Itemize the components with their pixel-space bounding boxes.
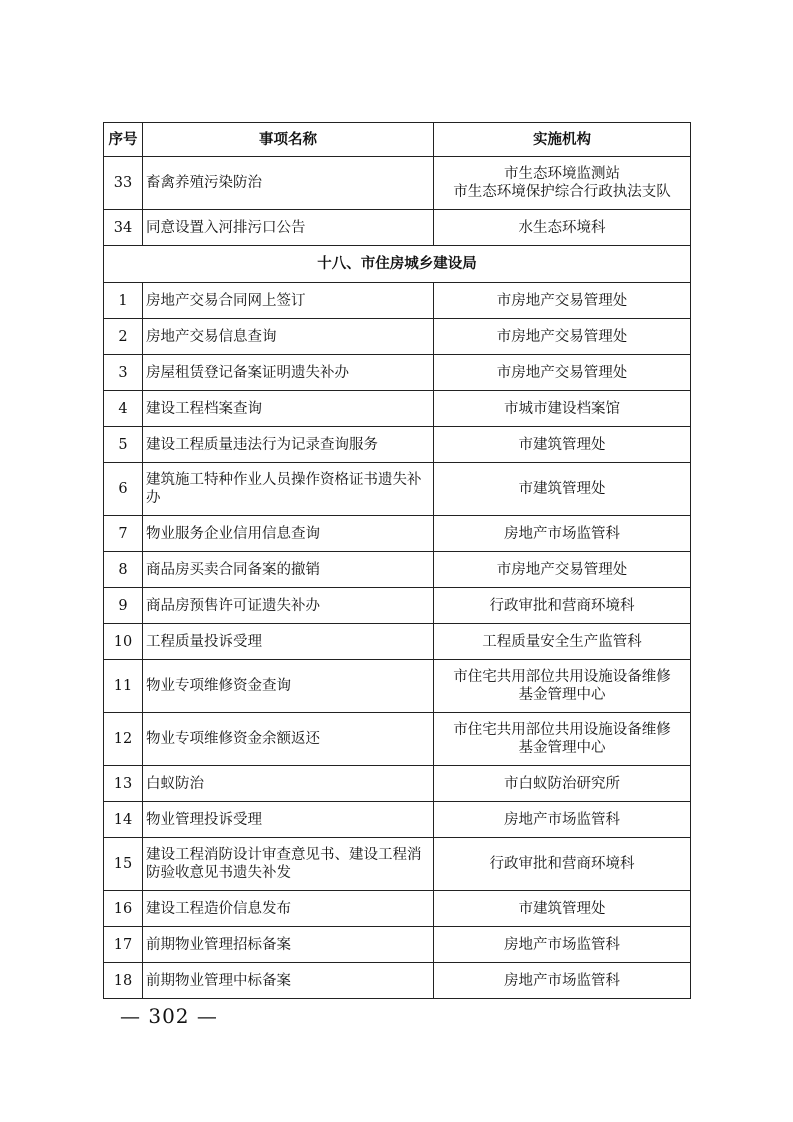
row-number: 8 <box>104 552 143 588</box>
implementing-agency <box>434 588 691 624</box>
row-number: 3 <box>104 355 143 391</box>
section-title: 十八、市住房城乡建设局 <box>104 246 691 283</box>
implementing-agency <box>434 391 691 427</box>
implementing-agency <box>434 713 691 766</box>
row-number: 11 <box>104 660 143 713</box>
row-number: 4 <box>104 391 143 427</box>
implementing-agency <box>434 157 691 210</box>
row-number: 17 <box>104 927 143 963</box>
table-body <box>104 157 691 999</box>
table-row <box>104 660 691 713</box>
row-number: 15 <box>104 838 143 891</box>
table-row <box>104 802 691 838</box>
item-name: 房屋租赁登记备案证明遗失补办 <box>143 355 434 391</box>
row-number: 9 <box>104 588 143 624</box>
agency-line: 市城市建设档案馆 <box>504 400 620 417</box>
implementing-agency <box>434 660 691 713</box>
table-header-row <box>104 123 691 157</box>
header-name: 事项名称 <box>143 123 434 157</box>
item-name: 物业专项维修资金查询 <box>143 660 434 713</box>
row-number: 12 <box>104 713 143 766</box>
table-row <box>104 319 691 355</box>
agency-line: 市生态环境监测站 <box>504 166 620 182</box>
agency-line: 基金管理中心 <box>518 687 606 703</box>
item-name: 前期物业管理中标备案 <box>143 963 434 999</box>
implementing-agency <box>434 927 691 963</box>
row-number: 18 <box>104 963 143 999</box>
row-number: 1 <box>104 283 143 319</box>
table-row <box>104 463 691 516</box>
agency-line: 水生态环境科 <box>518 219 606 236</box>
implementing-agency <box>434 552 691 588</box>
agency-line: 市建筑管理处 <box>518 436 606 453</box>
table-row <box>104 713 691 766</box>
item-name: 商品房买卖合同备案的撤销 <box>143 552 434 588</box>
page-number: — 302 — <box>120 1004 218 1028</box>
row-number: 14 <box>104 802 143 838</box>
row-number: 2 <box>104 319 143 355</box>
implementing-agency <box>434 838 691 891</box>
section-row <box>104 246 691 283</box>
implementing-agency <box>434 891 691 927</box>
agency-line: 市住宅共用部位共用设施设备维修 <box>453 722 671 738</box>
implementing-agency <box>434 766 691 802</box>
implementing-agency <box>434 624 691 660</box>
row-number: 33 <box>104 157 143 210</box>
implementing-agency <box>434 355 691 391</box>
row-number: 34 <box>104 210 143 246</box>
item-name: 工程质量投诉受理 <box>143 624 434 660</box>
implementing-agency <box>434 283 691 319</box>
table-row <box>104 427 691 463</box>
agency-line: 房地产市场监管科 <box>504 525 620 542</box>
item-name: 建筑施工特种作业人员操作资格证书遗失补办 <box>143 463 434 516</box>
agency-line: 行政审批和营商环境科 <box>489 856 635 872</box>
table-row <box>104 766 691 802</box>
item-name: 前期物业管理招标备案 <box>143 927 434 963</box>
agency-line: 房地产市场监管科 <box>504 811 620 828</box>
implementing-agency <box>434 802 691 838</box>
item-name: 房地产交易信息查询 <box>143 319 434 355</box>
implementing-agency <box>434 210 691 246</box>
implementing-agency <box>434 516 691 552</box>
item-name: 建设工程消防设计审查意见书、建设工程消防验收意见书遗失补发 <box>143 838 434 891</box>
item-name: 商品房预售许可证遗失补办 <box>143 588 434 624</box>
table-row <box>104 927 691 963</box>
table-row <box>104 283 691 319</box>
row-number: 16 <box>104 891 143 927</box>
items-table <box>103 122 691 999</box>
item-name: 物业管理投诉受理 <box>143 802 434 838</box>
agency-line: 行政审批和营商环境科 <box>489 597 635 614</box>
header-org: 实施机构 <box>434 123 691 157</box>
agency-line: 房地产市场监管科 <box>504 936 620 953</box>
table-row <box>104 891 691 927</box>
item-name: 建设工程造价信息发布 <box>143 891 434 927</box>
table-row <box>104 157 691 210</box>
item-name: 建设工程档案查询 <box>143 391 434 427</box>
agency-line: 市房地产交易管理处 <box>496 292 628 309</box>
row-number: 5 <box>104 427 143 463</box>
agency-line: 房地产市场监管科 <box>504 972 620 989</box>
row-number: 7 <box>104 516 143 552</box>
agency-line: 市建筑管理处 <box>518 900 606 917</box>
row-number: 6 <box>104 463 143 516</box>
row-number: 13 <box>104 766 143 802</box>
agency-line: 市房地产交易管理处 <box>496 561 628 578</box>
item-name: 房地产交易合同网上签订 <box>143 283 434 319</box>
agency-line: 工程质量安全生产监管科 <box>482 633 642 650</box>
item-name: 白蚁防治 <box>143 766 434 802</box>
implementing-agency <box>434 319 691 355</box>
table-row <box>104 838 691 891</box>
item-name: 同意设置入河排污口公告 <box>143 210 434 246</box>
item-name: 建设工程质量违法行为记录查询服务 <box>143 427 434 463</box>
agency-line: 市住宅共用部位共用设施设备维修 <box>453 669 671 685</box>
row-number: 10 <box>104 624 143 660</box>
table-row <box>104 355 691 391</box>
table-row <box>104 210 691 246</box>
agency-line: 基金管理中心 <box>518 740 606 756</box>
table-row <box>104 963 691 999</box>
table-row <box>104 552 691 588</box>
table-row <box>104 624 691 660</box>
agency-line: 市房地产交易管理处 <box>496 328 628 345</box>
agency-line: 市房地产交易管理处 <box>496 364 628 381</box>
table-row <box>104 516 691 552</box>
item-name: 物业服务企业信用信息查询 <box>143 516 434 552</box>
table-row <box>104 391 691 427</box>
item-name: 畜禽养殖污染防治 <box>143 157 434 210</box>
item-name: 物业专项维修资金余额返还 <box>143 713 434 766</box>
implementing-agency <box>434 427 691 463</box>
implementing-agency <box>434 963 691 999</box>
agency-line: 市白蚁防治研究所 <box>504 775 620 792</box>
agency-line: 市建筑管理处 <box>518 481 606 497</box>
table-row <box>104 588 691 624</box>
header-no: 序号 <box>104 123 143 157</box>
implementing-agency <box>434 463 691 516</box>
agency-line: 市生态环境保护综合行政执法支队 <box>453 184 671 200</box>
